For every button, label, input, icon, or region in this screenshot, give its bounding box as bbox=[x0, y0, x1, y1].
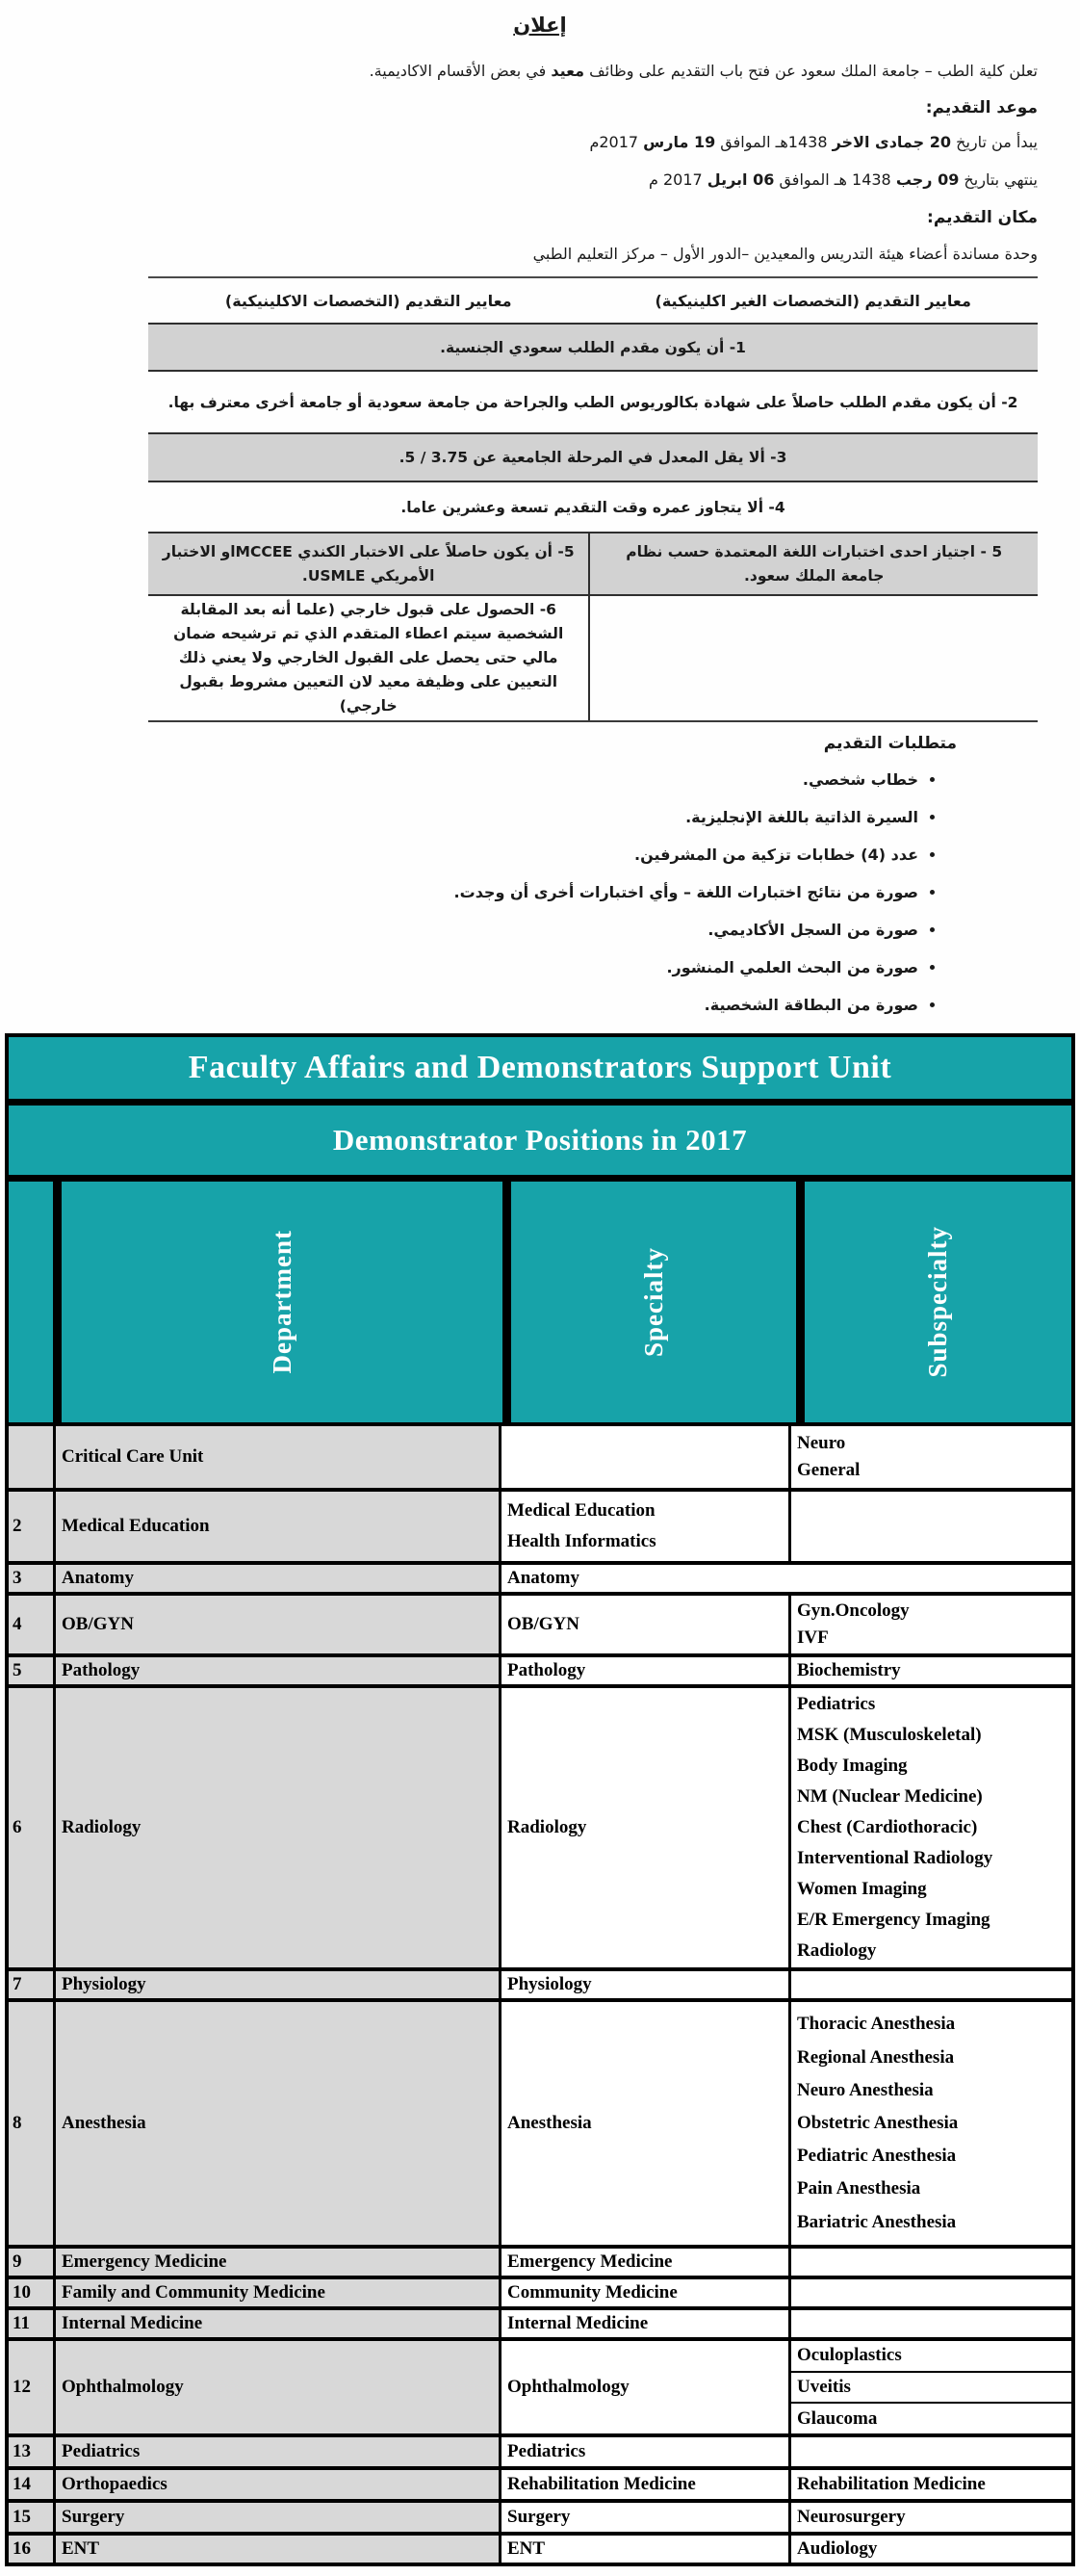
subspecialty-line: Regional Anesthesia bbox=[797, 2046, 955, 2068]
specialty-cell: OB/GYN bbox=[501, 1596, 788, 1653]
subspecialty-line: Body Imaging bbox=[797, 1756, 908, 1777]
criteria-cell-6-clinical: 6- الحصول على قبول خارجي (علما أنه بعد المقابلة الشخصية سيتم اعطاء المتقدم الذي تم ترشيحه ضمان مالي حتى يحصل على القبول الخارجي ولا يعني ذلك التعيين على وظيفة معيد لان التعيين مشروط بقبول خارجي) bbox=[173, 601, 564, 715]
requirement-item: • عدد (4) خطابات تزكية من المشرفين. bbox=[454, 843, 918, 868]
table-row bbox=[9, 2002, 1071, 2245]
requirement-item: • صورة من البحث العلمي المنشور. bbox=[454, 955, 918, 980]
subspecialty-cell: Biochemistry bbox=[791, 1657, 1071, 1684]
date-end-line: ينتهي بتاريخ 09 رجب 1438 هـ الموافق 06 ابريل 2017 م bbox=[648, 170, 1038, 189]
table-row bbox=[9, 2503, 1071, 2532]
specialty-line: Medical Education bbox=[507, 1500, 656, 1522]
specialty-cell: Pediatrics bbox=[501, 2437, 788, 2466]
department-cell: Physiology bbox=[56, 1971, 499, 1998]
row-number-cell: 16 bbox=[9, 2536, 53, 2563]
table-row bbox=[9, 1565, 1071, 1592]
subspecialty-line: Gyn.Oncology bbox=[797, 1600, 910, 1622]
specialty-cell bbox=[501, 1426, 788, 1488]
specialty-cell: Rehabilitation Medicine bbox=[501, 2470, 788, 2499]
table-column-headers bbox=[9, 1182, 1071, 1422]
department-cell: Pathology bbox=[56, 1657, 499, 1684]
subspecialty-cell: Neurosurgery bbox=[791, 2503, 1071, 2532]
requirements-list bbox=[454, 768, 939, 1030]
table-row bbox=[9, 1492, 1071, 1561]
specialty-cell: Anesthesia bbox=[501, 2002, 788, 2245]
column-header-number bbox=[9, 1182, 53, 1422]
subspecialty-line: Thoracic Anesthesia bbox=[797, 2014, 956, 2035]
subspecialty-cell bbox=[791, 1971, 1071, 1998]
date-start-line: يبدأ من تاريخ 20 جمادى الاخر 1438هـ الموافق 19 مارس 2017م bbox=[589, 133, 1038, 151]
table-row bbox=[9, 1657, 1071, 1684]
criteria-cell-5-clinical: 5- أن يكون حاصلاً على الاختبار الكندي MCCEEاو الاختبار الأمريكي USMLE. bbox=[148, 532, 588, 596]
specialty-cell: Community Medicine bbox=[501, 2279, 788, 2306]
requirements-title: متطلبات التقديم bbox=[823, 734, 957, 753]
specialty-line: Health Informatics bbox=[507, 1530, 656, 1551]
specialty-cell: Pathology bbox=[501, 1657, 788, 1684]
row-number-cell: 12 bbox=[9, 2341, 53, 2433]
criteria-row-1: 1- أن يكون مقدم الطلب سعودي الجنسية. bbox=[148, 323, 1038, 372]
row-number-cell: 10 bbox=[9, 2279, 53, 2306]
subspecialty-cell bbox=[791, 2249, 1071, 2276]
row-number-cell: 4 bbox=[9, 1596, 53, 1653]
department-cell: Emergency Medicine bbox=[56, 2249, 499, 2276]
subspecialty-cell: Rehabilitation Medicine bbox=[791, 2470, 1071, 2499]
row-number-cell: 13 bbox=[9, 2437, 53, 2466]
table-row bbox=[9, 2536, 1071, 2563]
intro-text: تعلن كلية الطب – جامعة الملك سعود عن فتح باب التقديم على وظائف bbox=[584, 62, 1038, 80]
department-cell: Internal Medicine bbox=[56, 2310, 499, 2337]
row-number-cell: 7 bbox=[9, 1971, 53, 1998]
subspecialty-cell bbox=[791, 2341, 1071, 2433]
subspecialty-line: Uveitis bbox=[791, 2371, 1071, 2403]
place-line: وحدة مساندة أعضاء هيئة التدريس والمعيدين –الدور الأول – مركز التعليم الطبي bbox=[532, 245, 1038, 263]
subspecialty-line: NM (Nuclear Medicine) bbox=[797, 1786, 983, 1808]
subspecialty-cell: Audiology bbox=[791, 2536, 1071, 2563]
subspecialty-line: Obstetric Anesthesia bbox=[797, 2113, 959, 2134]
subspecialty-cell bbox=[791, 1426, 1071, 1488]
subspecialty-cell bbox=[791, 2279, 1071, 2306]
specialty-cell: Radiology bbox=[501, 1688, 788, 1967]
department-cell: Surgery bbox=[56, 2503, 499, 2532]
subspecialty-line: Women Imaging bbox=[797, 1879, 927, 1900]
row-number-cell: 3 bbox=[9, 1565, 53, 1592]
intro-text-end: في بعض الأقسام الاكاديمية. bbox=[369, 62, 552, 80]
date-section-label: موعد التقديم: bbox=[925, 98, 1038, 117]
subspecialty-cell bbox=[791, 2310, 1071, 2337]
subspecialty-cell bbox=[791, 2002, 1071, 2245]
criteria-table bbox=[148, 276, 1038, 722]
intro-bold-word: معيد bbox=[551, 62, 585, 80]
row-number-cell: 2 bbox=[9, 1492, 53, 1561]
department-cell: Ophthalmology bbox=[56, 2341, 499, 2433]
criteria-row-3: 3- ألا يقل المعدل في المرحلة الجامعية عن 3.75 / 5. bbox=[148, 432, 1038, 482]
department-cell: Pediatrics bbox=[56, 2437, 499, 2466]
criteria-split-rows bbox=[148, 532, 1038, 720]
subspecialty-line: Interventional Radiology bbox=[797, 1848, 993, 1869]
row-number-cell: 11 bbox=[9, 2310, 53, 2337]
criteria-header-row bbox=[148, 278, 1038, 323]
table-row bbox=[9, 2249, 1071, 2276]
department-cell: Anatomy bbox=[56, 1565, 499, 1592]
subspecialty-line: Pediatric Anesthesia bbox=[797, 2146, 957, 2167]
subspecialty-line: Glaucoma bbox=[791, 2402, 1071, 2433]
department-cell: OB/GYN bbox=[56, 1596, 499, 1653]
column-header-specialty: Specialty bbox=[511, 1182, 796, 1422]
demonstrators-table bbox=[5, 1033, 1075, 2566]
department-cell: Medical Education bbox=[56, 1492, 499, 1561]
announcement-title: إعلان bbox=[513, 13, 567, 37]
department-cell: Orthopaedics bbox=[56, 2470, 499, 2499]
table-title-2: Demonstrator Positions in 2017 bbox=[9, 1106, 1071, 1175]
subspecialty-line: Oculoplastics bbox=[797, 2345, 902, 2366]
specialty-cell bbox=[501, 1492, 788, 1561]
subspecialty-line: Chest (Cardiothoracic) bbox=[797, 1817, 978, 1838]
department-cell: Family and Community Medicine bbox=[56, 2279, 499, 2306]
specialty-cell: Anatomy bbox=[501, 1565, 1071, 1592]
specialty-cell: Surgery bbox=[501, 2503, 788, 2532]
requirement-item: • صورة من السجل الأكاديمي. bbox=[454, 918, 918, 943]
subspecialty-line: Neuro Anesthesia bbox=[797, 2079, 934, 2100]
column-header-department: Department bbox=[62, 1182, 502, 1422]
table-row bbox=[9, 1426, 1071, 1488]
row-number-cell: 6 bbox=[9, 1688, 53, 1967]
subspecialty-cell bbox=[791, 1596, 1071, 1653]
column-header-subspecialty: Subspecialty bbox=[805, 1182, 1071, 1422]
subspecialty-cell bbox=[791, 2437, 1071, 2466]
subspecialty-line: MSK (Musculoskeletal) bbox=[797, 1725, 982, 1746]
place-section-label: مكان التقديم: bbox=[927, 208, 1038, 227]
subspecialty-line: Radiology bbox=[797, 1940, 877, 1962]
criteria-header-nonclinical: معايير التقديم (التخصصات الغير اكلينيكية) bbox=[655, 291, 971, 310]
requirement-item: • صورة من نتائج اختبارات اللغة – وأي اختبارات أخرى أن وجدت. bbox=[454, 880, 918, 905]
row-number-cell: 5 bbox=[9, 1657, 53, 1684]
table-row bbox=[9, 1971, 1071, 1998]
announcement-intro bbox=[370, 62, 1038, 80]
specialty-cell: Ophthalmology bbox=[501, 2341, 788, 2433]
department-cell: Critical Care Unit bbox=[56, 1426, 499, 1488]
specialty-cell: Physiology bbox=[501, 1971, 788, 1998]
criteria-cell-5-nonclinical: 5 - اجتياز احدى اختبارات اللغة المعتمدة حسب نظام جامعة الملك سعود. bbox=[588, 532, 1038, 596]
table-row bbox=[9, 2341, 1071, 2433]
subspecialty-line: General bbox=[797, 1460, 861, 1481]
subspecialty-line: IVF bbox=[797, 1626, 829, 1648]
row-number-cell: 14 bbox=[9, 2470, 53, 2499]
subspecialty-line: Pain Anesthesia bbox=[797, 2178, 921, 2199]
department-cell: Radiology bbox=[56, 1688, 499, 1967]
subspecialty-cell bbox=[791, 1492, 1071, 1561]
criteria-header-clinical: معايير التقديم (التخصصات الاكلينيكية) bbox=[224, 291, 512, 310]
requirement-item: • صورة من البطاقة الشخصية. bbox=[454, 993, 918, 1018]
subspecialty-cell bbox=[791, 1688, 1071, 1967]
table-row bbox=[9, 2437, 1071, 2466]
row-number-cell: 8 bbox=[9, 2002, 53, 2245]
table-row bbox=[9, 2310, 1071, 2337]
subspecialty-line: E/R Emergency Imaging bbox=[797, 1910, 990, 1931]
subspecialty-line: Bariatric Anesthesia bbox=[797, 2211, 957, 2232]
requirement-item: • خطاب شخصي. bbox=[454, 768, 918, 793]
table-title-1: Faculty Affairs and Demonstrators Support Unit bbox=[9, 1037, 1071, 1099]
criteria-row-2: 2- أن يكون مقدم الطلب حاصلاً على شهادة بكالوريوس الطب والجراحة من جامعة سعودية أو جامعة أخرى معترف بها. bbox=[167, 393, 1018, 411]
criteria-cell-6-nonclinical-empty bbox=[588, 596, 1038, 720]
row-number-cell bbox=[9, 1426, 53, 1488]
department-cell: Anesthesia bbox=[56, 2002, 499, 2245]
criteria-row-4: 4- ألا يتجاوز عمره وقت التقديم تسعة وعشرين عاما. bbox=[400, 498, 785, 516]
subspecialty-line: Neuro bbox=[797, 1432, 846, 1453]
row-number-cell: 15 bbox=[9, 2503, 53, 2532]
specialty-cell: Emergency Medicine bbox=[501, 2249, 788, 2276]
department-cell: ENT bbox=[56, 2536, 499, 2563]
specialty-cell: ENT bbox=[501, 2536, 788, 2563]
table-row bbox=[9, 1688, 1071, 1967]
table-row bbox=[9, 1596, 1071, 1653]
specialty-cell: Internal Medicine bbox=[501, 2310, 788, 2337]
subspecialty-line: Pediatrics bbox=[797, 1694, 876, 1714]
requirement-item: • السيرة الذاتية باللغة الإنجليزية. bbox=[454, 805, 918, 830]
table-row bbox=[9, 2470, 1071, 2499]
table-row bbox=[9, 2279, 1071, 2306]
row-number-cell: 9 bbox=[9, 2249, 53, 2276]
